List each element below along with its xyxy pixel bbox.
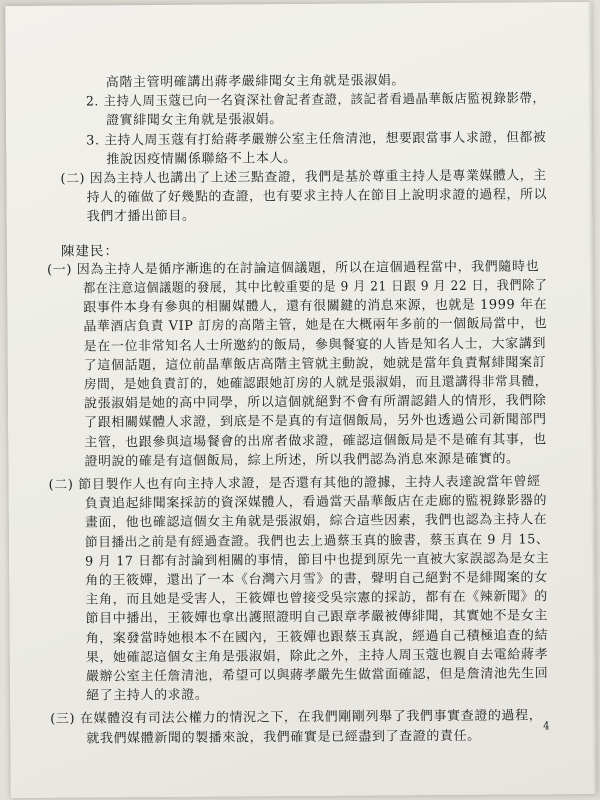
document-page [5,2,597,798]
top-line-1: 高階主管明確講出蔣孝嚴緋聞女主角就是張淑娟。 [105,73,406,91]
speaker-label: 陳建民： [60,242,120,260]
paragraph-three-line-1: (三) 在媒體沒有司法公權力的情況之下，在我們剛剛列舉了我們事實查證的過程， [50,708,543,728]
paragraph-three-line-2: 就我們媒體新聞的製播來說，我們確實是已經盡到了查證的責任。 [86,728,481,747]
paragraph-two-line-10: 果，她確認這個女主角是張淑娟，除此之外，主持人周玉蔻也親自去電給蔣孝 [85,647,549,666]
paragraph-one-line-2: 都在注意這個議題的發展，其中比較重要的是 9 月 21 日跟 9 月 22 日，我們除了 [83,278,548,297]
paragraph-two-line-8: 節目中播出，王筱嬋也拿出護照證明自己跟章孝嚴被傳緋聞，其實她不是女主 [85,608,548,627]
paragraph-one-line-3: 跟事件本身有參與的相關媒體人，還有很關鍵的消息來源，也就是 1999 年在 [83,297,548,316]
paragraph-one-line-9: 了跟相關媒體人求證，到底是不是真的有這個飯局，另外也透過公司新聞部門 [84,412,547,431]
top-line-5: 推說因疫情關係聯絡不上本人。 [106,150,297,168]
paragraph-two-line-7: 主角，而且她是受害人，王筱嬋也曾接受吳宗憲的採訪，都有在《辣新聞》的 [85,589,548,608]
section-two-line-2: 持人的確做了好幾點的查證，也有要求主持人在節目上說明求證的過程，所以 [86,187,548,206]
top-line-2: 2. 主持人周玉蔻已向一名資深社會記者查證，該記者看過晶華飯店監視錄影帶， [85,91,546,110]
paragraph-one-line-11: 證明說的確是有這個飯局，綜上所述，所以我們認為消息來源是確實的。 [84,451,520,470]
top-line-3: 證實緋聞女主角就是張淑娟。 [105,112,283,129]
paragraph-two-line-1: (二) 節目製作人也有向主持人求證，是否還有其他的證據，主持人表達說當年曾經 [48,474,541,493]
paragraph-two-line-2: 負責追起緋聞案採訪的資深媒體人，看過當天晶華飯店在走廊的監視錄影器的 [84,493,548,512]
paragraph-two-line-12: 絕了主持人的求證。 [86,687,209,704]
paragraph-one-line-7: 房間，是她負責訂的，她確認跟她訂房的人就是張淑娟，而且還講得非常具體， [83,374,549,393]
paragraph-two-line-11: 嚴辦公室主任詹清池，希望可以與蔣孝嚴先生做當面確認，但是詹清池先生回 [85,666,549,685]
paragraph-two-line-4: 節目播出之前是有經過查證。我們也去上過蔡玉真的臉書，蔡玉真在 9 月 15、 [84,531,550,551]
paragraph-one-line-4: 晶華酒店負責 VIP 訂房的高階主管，她是在大概兩年多前的一個飯局當中，也 [83,316,548,335]
page-edge-shadow [587,2,597,794]
paragraph-one-line-6: 了這個話題，這位前晶華飯店高階主管就主動說，她就是當年負責幫緋聞案訂 [83,355,547,374]
section-two-line-1: (二) 因為主持人也講出了上述三點查證，我們是基於尊重主持人是專業媒體人，主 [60,168,547,187]
page-number: 4 [543,719,550,733]
section-two-line-3: 我們才播出節目。 [86,209,196,225]
paragraph-one-line-5: 是在一位非常知名人士所邀約的飯局，參與餐宴的人皆是知名人士，大家講到 [83,335,547,355]
paragraph-one-line-10: 主管，也跟參與這場餐會的出席者做求證，確認這個飯局是不是確有其事，也 [84,431,547,451]
paragraph-one-line-1: (一) 因為主持人是循序漸進的在討論這個議題，所以在這個過程當中，我們隨時也 [47,259,540,278]
paragraph-two-line-6: 角的王筱嬋，還出了一本《台灣六月雪》的書，聲明自己絕對不是緋聞案的女 [85,570,548,589]
paragraph-one-line-8: 說張淑娟是她的高中同學，所以這個就絕對不會有所謂認錯人的情形，我們除 [83,393,547,412]
top-line-4: 3. 主持人周玉蔻有打給蔣孝嚴辦公室主任詹清池，想要跟當事人求證，但都被 [86,129,547,149]
paragraph-two-line-3: 畫面，他也確認這個女主角就是張淑娟，綜合這些因素，我們也認為主持人在 [84,512,548,531]
paragraph-two-line-9: 角，案發當時她根本不在國內，王筱嬋也跟蔡玉真說，經過自己積極追查的結 [85,627,549,647]
paragraph-two-line-5: 9 月 17 日都有討論到相關的事情，節目中也提到原先一直被大家誤認為是女主 [85,551,550,570]
